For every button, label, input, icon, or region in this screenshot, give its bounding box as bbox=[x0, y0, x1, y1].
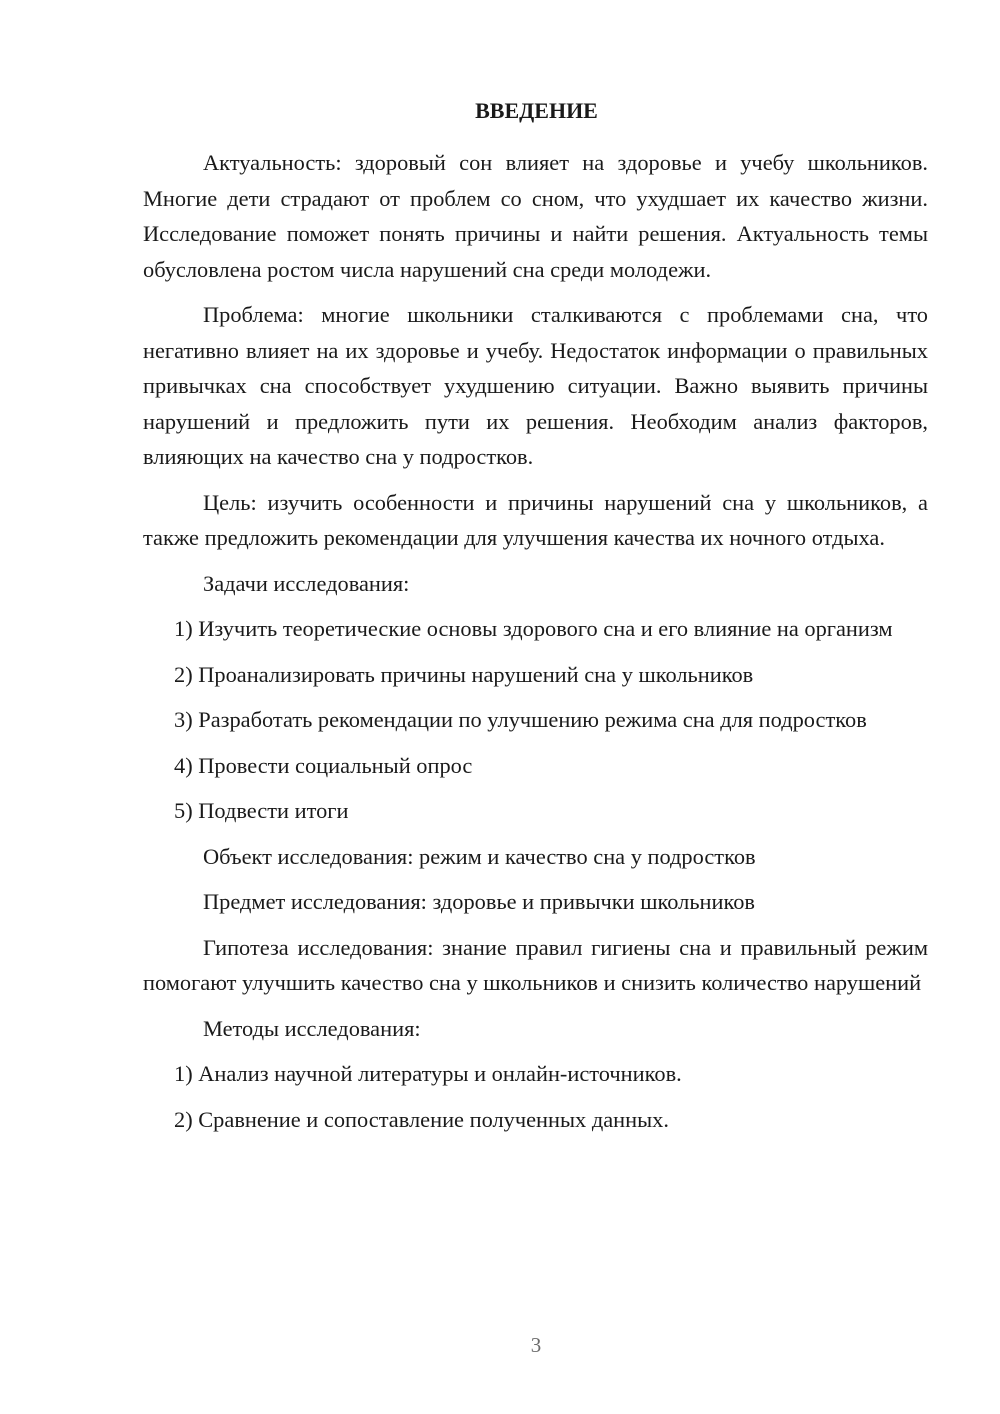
section-title: ВВЕДЕНИЕ bbox=[475, 98, 598, 123]
paragraph-goal: Цель: изучить особенности и причины нарушений сна у школьников, а также предложить рекомендации для улучшения качества их ночного отдыха. bbox=[143, 489, 928, 550]
task-item-1: 1) Изучить теоретические основы здорового сна и его влияние на организм bbox=[174, 616, 893, 641]
paragraph-hypothesis: Гипотеза исследования: знание правил гигиены сна и правильный режим помогают улучшить качество сна у школьников и снизить количество нарушений bbox=[143, 934, 928, 995]
methods-heading: Методы исследования: bbox=[203, 1015, 421, 1041]
task-item-5: 5) Подвести итоги bbox=[174, 798, 349, 823]
paragraph-subject: Предмет исследования: здоровье и привычки школьников bbox=[203, 889, 756, 914]
method-item-1: 1) Анализ научной литературы и онлайн-источников. bbox=[174, 1061, 682, 1086]
page-number: 3 bbox=[530, 1333, 542, 1357]
page-content bbox=[143, 94, 928, 1147]
method-item-2: 2) Сравнение и сопоставление полученных данных. bbox=[174, 1106, 669, 1132]
paragraph-object: Объект исследования: режим и качество сна у подростков bbox=[203, 843, 756, 869]
paragraph-relevance: Актуальность: здоровый сон влияет на здоровье и учебу школьников. Многие дети страдают от проблем со сном, что ухудшает их качество жизни. Исследование поможет понять причины и найти решения. Актуальность темы обусловлена ростом числа нарушений сна среди молодежи. bbox=[143, 150, 928, 282]
task-item-2: 2) Проанализировать причины нарушений сна у школьников bbox=[174, 661, 754, 687]
task-item-3: 3) Разработать рекомендации по улучшению режима сна для подростков bbox=[174, 707, 867, 732]
task-item-4: 4) Провести социальный опрос bbox=[174, 752, 473, 778]
paragraph-problem: Проблема: многие школьники сталкиваются с проблемами сна, что негативно влияет на их здоровье и учебу. Недостаток информации о правильных привычках сна способствует ухудшению ситуации. Важно выявить причины нарушений и предложить пути их решения. Необходим анализ факторов, влияющих на качество сна у подростков. bbox=[143, 302, 928, 469]
tasks-heading: Задачи исследования: bbox=[203, 570, 410, 596]
